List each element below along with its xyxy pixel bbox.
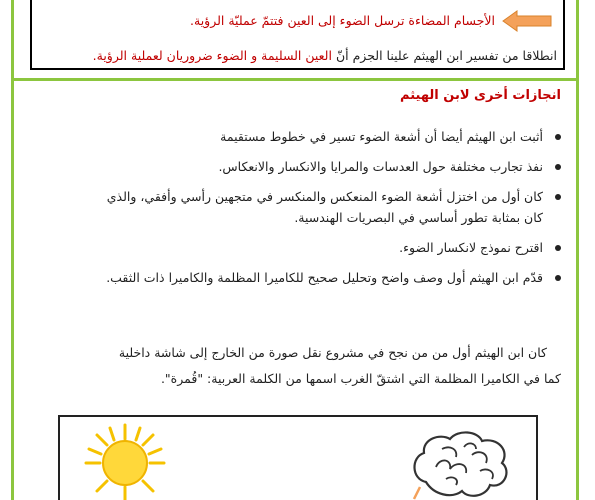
list-item-text: قدّم ابن الهيثم أول وصف واضح وتحليل صحيح للكاميرا المظلمة والكاميرا ذات الثقب.: [106, 270, 543, 285]
paragraph-line-2: كما في الكاميرا المظلمة التي اشتقّ الغرب اسمها من الكلمة العربية: "قُمرة".: [160, 371, 561, 386]
list-item-text: كان أول من اختزل أشعة الضوء المنعكس والمنكسر في متجهين رأسي وأفقي، والذي: [106, 189, 543, 204]
section-divider: [14, 78, 576, 81]
list-item-text: نفذ تجارب مختلفة حول العدسات والمرايا والانكسار والانعكاس.: [218, 159, 543, 174]
summary-box: [30, 0, 565, 70]
bullet-icon: [555, 164, 561, 170]
brain-illustration: [406, 427, 516, 500]
list-item: [55, 237, 565, 258]
camera-obscura-paragraph: [41, 340, 561, 392]
illustration-box: [58, 415, 538, 500]
list-item: [55, 267, 565, 288]
list-item-text: أثبت ابن الهيثم أيضا أن أشعة الضوء تسير في خطوط مستقيمة: [220, 129, 543, 144]
bullet-icon: [555, 275, 561, 281]
achievements-list: [55, 126, 565, 297]
bullet-icon: [555, 194, 561, 200]
summary-line-2-part-1: انطلاقا من تفسير ابن الهيثم علينا الجزم أنّ: [331, 48, 557, 63]
list-item-text: اقترح نموذج لانكسار الضوء.: [399, 240, 543, 255]
sun-illustration: [70, 423, 180, 500]
list-item: [55, 126, 565, 147]
bullet-icon: [555, 134, 561, 140]
summary-line-2-part-2: العين السليمة و الضوء ضروريان لعملية الرؤية.: [92, 48, 332, 63]
arrow-left-icon: [501, 8, 553, 34]
section-heading: انجازات أخرى لابن الهيثم: [400, 88, 561, 103]
list-item: [55, 186, 565, 228]
list-item-text-continued: كان بمثابة تطور أساسي في البصريات الهندسية.: [294, 210, 543, 225]
summary-line-1: الأجسام المضاءة ترسل الضوء إلى العين فتتمّ عمليّة الرؤية.: [190, 13, 495, 28]
paragraph-line-1: كان ابن الهيثم أول من من نجح في مشروع نقل صورة من الخارج إلى شاشة داخلية: [118, 345, 547, 360]
summary-line-2: [93, 48, 557, 63]
bullet-icon: [555, 245, 561, 251]
list-item: [55, 156, 565, 177]
